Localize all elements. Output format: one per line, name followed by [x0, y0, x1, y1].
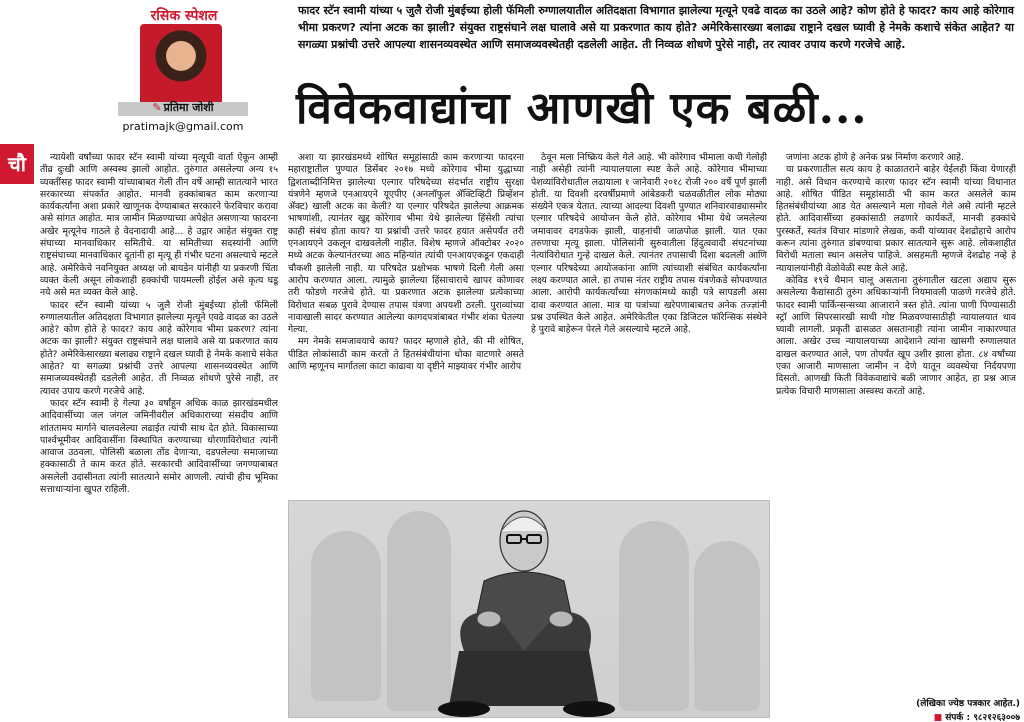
square-bullet-icon: ■: [933, 713, 946, 722]
column-name: रसिक स्पेशल: [150, 8, 218, 24]
author-name-line: [108, 100, 258, 115]
paragraph: फादर स्टॅन स्वामी यांच्या ५ जुलै रोजी मुंबईच्या होली फॅमिली रुग्णालयातील अतिदक्षता विभागात झालेल्या मृत्यूने एवढे वादळ का उठले आहे? कोण होते हे फादर? काय आहे कोरेगाव भीमा प्रकरण? त्यांना अटक का झाली? संयुक्त राष्ट्रसंघाने लक्ष घालावे असे या प्रकरणात काय होते? अमेरिकेसारख्या बलाढ्य राष्ट्राने दखल घ्यावी हे नेमके कशाचे संकेत आहेत? या सगळ्या प्रश्नांची उत्तरे आपल्या शासनव्यवस्थेत आणि समाजव्यवस्थेतही दडलेली आहेत. ती निव्वळ शोधणे पुरेसे नाही, तर त्यावर उपाय करणे गरजेचे आहे.: [40, 299, 278, 397]
paragraph: ठेवून मला निष्क्रिय केले गेले आहे. भी कोरेगाव भीमाला कधी गेलोही नाही असेही त्यांनी न्यायालयाला स्पष्ट केले आहे. कोरेगाव भीमाच्या पेशव्यांविरोधातील लढायाला १ जानेवारी २०१८ रोजी २०० वर्षे पूर्ण झाली होती. या दिवशी दरवर्षीप्रमाणे आंबेडकरी चळवळीतील लोक मोठ्या संख्येने एकत्र येतात. त्याच्या आदल्या दिवशी पुण्यात शनिवारवाड्यासमोर एल्गार परिषदेचे आयोजन केले होते. कोरेगाव भीमा येथे जमलेल्या जमावावर दगडफेक झाली, वाहनांची जाळपोळ झाली. यात एका तरुणाचा मृत्यू झाला. पोलिसांनी सुरुवातीला हिंदुत्ववादी संघटनांच्या नेत्यांविरोधात गुन्हे दाखल केले. त्यानंतर तपासाची दिशा बदलली आणि एल्गार परिषदेच्या आयोजकांना आणि त्यांच्याशी संबंधित कार्यकर्त्यांना लक्ष्य करण्यात आले. हा तपास नंतर राष्ट्रीय तपास यंत्रणेकडे सोपवण्यात आला. आरोपी कार्यकर्त्यांच्या संगणकांमध्ये काही पत्रे सापडली असा दावा करण्यात आला. मात्र या पत्रांच्या खरेपणाबाबतच अनेक तज्ज्ञांनी प्रश्न उपस्थित केले आहेत. अमेरिकेतील एका डिजिटल फॉरेन्सिक संस्थेने हे पुरावे बाहेरून पेरले गेले असल्याचे म्हटले आहे.: [531, 152, 767, 336]
paragraph: जणांना अटक होणे हे अनेक प्रश्न निर्माण करणारे आहे.: [786, 152, 964, 163]
paragraph: या प्रकरणातील सत्य काय हे काळातराने बाहेर येईलही किंवा येणारही नाही. असे विधान करण्याचे कारण फादर स्टॅन स्वामी यांच्या विधानात आहे. शोषित पीडित समूहांसाठी भी काम करत असलेले काम हितसंबंधीयांच्या आड येत असल्याने मला गोवले गेले असे त्यांनी म्हटले होते. आदिवासींच्या हक्कांसाठी लढणारे कार्यकर्ते, मानवी हक्कांचे पुरस्कर्ते, स्वतंत्र विचार मांडणारे लेखक, कवी यांच्यावर देशद्रोहाचे आरोप करून त्यांना तुरुंगात डांबण्याचा प्रकार सातत्याने सुरू आहे. लोकशाहीत विरोधी मताला स्थान असलेच पाहिजे. असहमती म्हणजे देशद्रोह नव्हे हे न्यायालयांनीही वेळोवेळी स्पष्ट केले आहे.: [776, 164, 1016, 274]
paragraph: फादर स्टॅन स्वामी हे गेल्या ३० वर्षांहून अधिक काळ झारखंडमधील आदिवासींच्या जल जंगल जमिनीवरील अधिकाराच्या संसदीय आणि शांततामय मार्गाने चालवलेल्या लढाईत त्यांची साथ देत होते. विकासाच्या पार्श्वभूमीवर आदिवासींना विस्थापित करण्याच्या धोरणाविरोधात त्यांनी आवाज उठवला. पोलिसी बळाला तोंड देणाऱ्या, दडपलेल्या समाजाच्या हक्कासाठी ते काम करत होते. सरकारची आदिवासींच्या जगण्याबाबत असलेली उदासीनता त्यांनी सातत्याने समोर आणली. त्यांची हीच भूमिका सत्ताधाऱ्यांना खुपत राहिली.: [40, 397, 278, 496]
column-1: [40, 152, 278, 718]
author-photo: [140, 24, 222, 108]
paragraph: कोविड १९चे थैमान चालू असताना तुरुंगातील खटला अद्याप सुरू असलेल्या कैद्यांसाठी तुरुंग अधिकाऱ्यांनी नियमावली पाळणे गरजेचे होते. फादर स्वामी पार्किन्सन्सच्या आजाराने त्रस्त होते. त्यांना पाणी पिण्यासाठी स्ट्रॉ आणि सिपरसारखी साधी गोष्ट मिळवण्यासाठीही न्यायालयात धाव घ्यावी लागली. प्रकृती ढासळत असतानाही त्यांना जामीन नाकारण्यात आला. अखेर उच्च न्यायालयाच्या आदेशाने त्यांना खासगी रुग्णालयात दाखल करण्यात आले, पण तोपर्यंत खूप उशीर झाला होता. ८४ वर्षांच्या एका आजारी माणसाला जामीन न देणे यातून व्यवस्थेचा निर्दयपणा दिसतो. आणखी किती विवेकवाद्यांचे बळी जाणार आहेत, हा प्रश्न आज प्रत्येक विचारी माणसाला अस्वस्थ करतो आहे.: [776, 274, 1016, 397]
author-name: प्रतिमा जोशी: [163, 101, 214, 114]
author-email: pratimajk@gmail.com: [122, 120, 244, 133]
author-box: [78, 4, 290, 154]
pen-icon: ✎: [152, 101, 162, 114]
paragraph: अशा या झारखंडमध्ये शोषित समूहांसाठी काम करणाऱ्या फादरना महाराष्ट्रातील पुण्यात डिसेंबर २०१७ मध्ये कोरेगाव भीमा युद्धाच्या द्विशताब्दीनिमित्त झालेल्या एल्गार परिषदेच्या संदर्भात राष्ट्रीय सुरक्षा यंत्रणेने म्हणजे एनआयएने यूएपीए (अनलॉफुल ॲक्टिव्हिटी प्रिव्हेंशन ॲक्ट) खाली अटक का केली? या एल्गार परिषदेत झालेल्या आक्रमक भाषणांशी, त्यानंतर खुद्द कोरेगाव भीमा येथे झालेल्या हिंसेशी त्यांचा काही संबंध होता काय? या प्रश्नांची उत्तरे फादर हयात असेपर्यंत तरी एनआयएने उकलून दाखवलेली नाहीत. विशेष म्हणजे ऑक्टोबर २०२० मध्ये अटक केल्यानंतरच्या आठ महिन्यांत त्यांची एनआयएकडून एकदाही चौकशी झालेली नाही. या परिषदेत प्रक्षोभक भाषणे दिली गेली असा आरोप करण्यात आला. त्यामुळे झालेल्या हिंसाचाराचे खापर कोणावर तरी फोडणे गरजेचे होते. या प्रकरणात अटक झालेल्या प्रत्येकाच्या विरोधात सबळ पुरावे देण्यास तपास यंत्रणा अपयशी ठरली. पुराव्यांच्या नावाखाली सादर करण्यात आलेल्या कागदपत्रांबाबत गंभीर शंका घेतल्या गेल्या.: [288, 152, 524, 336]
section-marker: [0, 144, 40, 188]
headline: विवेकवाद्यांचा आणखी एक बळी...: [296, 83, 868, 134]
column-3: [531, 152, 767, 488]
paragraph: मग नेमके समजावयाचे काय? फादर म्हणाले होते, की मी शोषित, पीडित लोकांसाठी काम करतो ते हितसंबंधीयांना धोका वाटणारे असते आणि म्हणूनच मार्गातला काटा काढावा या दृष्टीने माझ्यावर गंभीर आरोप: [288, 336, 524, 373]
elderly-man-icon: [289, 501, 770, 718]
author-note: (लेखिका ज्येष्ठ पत्रकार आहेत.): [916, 699, 1020, 709]
column-4: [776, 152, 1016, 704]
article-illustration: [288, 500, 770, 718]
section-letter: चौ: [0, 144, 34, 184]
column-2: [288, 152, 524, 488]
contact-number: संपर्क : ९८२१२६३००७: [945, 713, 1020, 722]
contact-line: [870, 710, 1020, 722]
paragraph: न्यायेशी वर्षांच्या फादर स्टॅन स्वामी यांच्या मृत्यूची वार्ता ऐकून आम्ही तीव्र दुःखी आणि अस्वस्थ झालो आहोत. तुरुंगात असलेल्या अन्य १५ व्यक्तींसह फादर स्वामी यांच्याबाबत गेली तीन वर्षे आम्ही सातत्याने भारत सरकारच्या संपर्कात आहोत. मानवी हक्कांबाबत काम करणाऱ्या कार्यकर्त्यांना अशा प्रकारे खाणूनक देण्याबाबत सरकारने फेरविचार करावा असे सांगत आहोत. मात्र जामीन मिळण्याच्या अपेक्षेत असणाऱ्या फादरना अखेर मृत्यूनेच गाठले हे वेदनादायी आहे... हे उद्गार आहेत संयुक्त राष्ट्र संघाच्या मानवाधिकार समितीचे. या समितीच्या सदस्यांनी आणि राष्ट्रसंघाच्या मानवाधिकार दूतांनी हा मृत्यू ही गंभीर घटना असल्याचे म्हटले आहे. अमेरिकेचे नवनियुक्त अध्यक्ष जो बायडेन यांनीही या प्रकरणी चिंता व्यक्त केली असून लोकशाही हक्कांची पायमल्ली होईल असे कृत्य घडू नये असे मत व्यक्त केले आहे.: [40, 152, 278, 299]
intro-text: फादर स्टॅन स्वामी यांच्या ५ जुलै रोजी मुंबईच्या होली फॅमिली रुग्णालयातील अतिदक्षता विभागात झालेल्या मृत्यूने एवढे वादळ का उठले आहे? कोण होते हे फादर? काय आहे कोरेगाव भीमा प्रकरण? त्यांना अटक का झाली? संयुक्त राष्ट्रसंघाने लक्ष घालावे असे या प्रकरणात काय होते? अमेरिकेसारख्या बलाढ्य राष्ट्राने दखल घ्यावी हे नेमके कशाचे संकेत आहेत? या सगळ्या प्रश्नांची उत्तरे आपल्या शासनव्यवस्थेत आणि समाजव्यवस्थेतही दडलेली आहेत. ती निव्वळ शोधणे पुरेसे नाही, तर त्यावर उपाय करणे गरजेचे आहे.: [298, 4, 1014, 51]
